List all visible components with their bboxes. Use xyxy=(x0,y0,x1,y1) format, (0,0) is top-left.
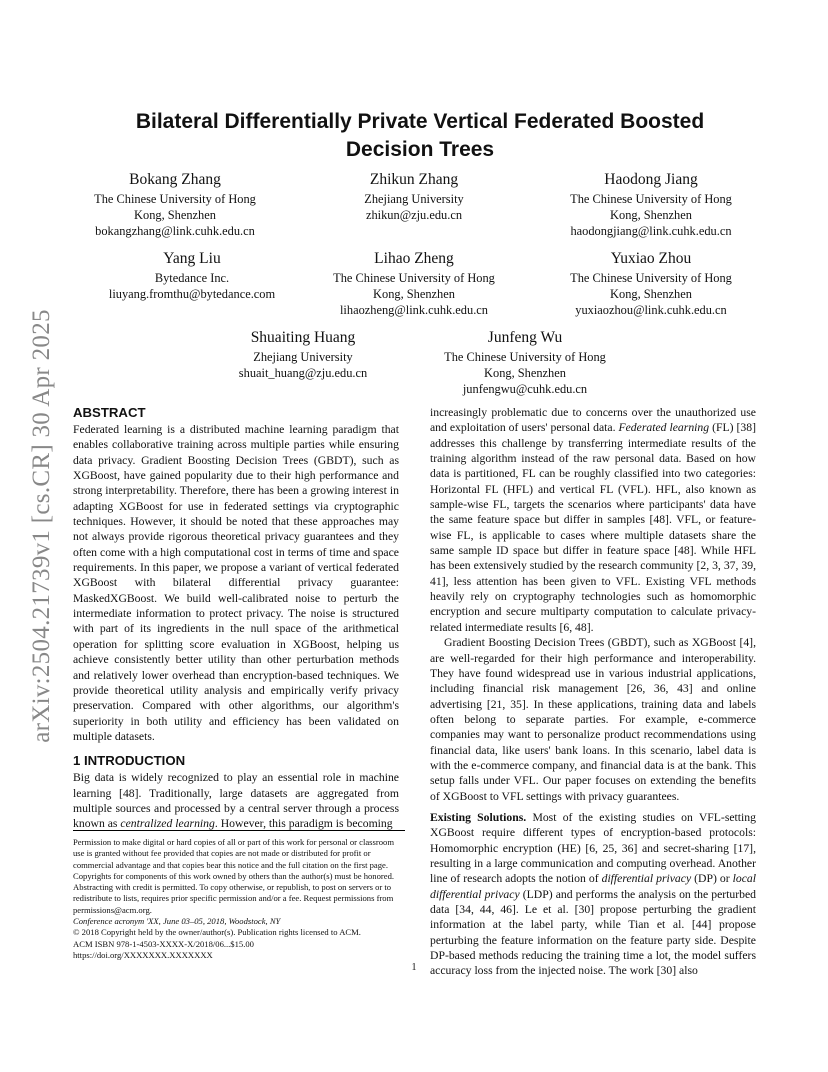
author-affiliation: The Chinese University of Hong xyxy=(94,192,256,206)
introduction-heading: 1 INTRODUCTION xyxy=(73,753,186,769)
author-email: lihaozheng@link.cuhk.edu.cn xyxy=(339,303,488,317)
author-name: Shuaiting Huang xyxy=(250,329,356,346)
author-email: zhikun@zju.edu.cn xyxy=(365,208,463,222)
author-block xyxy=(299,249,529,318)
left-column xyxy=(73,404,399,832)
permission-footnote xyxy=(73,830,405,961)
author-affiliation: Kong, Shenzhen xyxy=(610,287,692,301)
author-name: Yang Liu xyxy=(163,250,221,267)
abstract-text: Federated learning is a distributed machine learning paradigm that enables collaborative training across multiple parties while ensuring data privacy. Gradient Boosting Decision Trees (GBDT), such as XGBoost, have gained popularity due to their high performance and strong interpretability. Therefore, there has been a growing interest in adapting XGBoost for use in federated settings via cryptographic techniques. However, it should be noted that these approaches may not always provide rigorous theoretical privacy guarantees and they often come with a high computational cost in terms of time and space requirements. In this paper, we propose a variant of vertical federated XGBoost with bilateral differential privacy guarantee: MaskedXGBoost. We build well-calibrated noise to perturb the intermediate information to protect privacy. The noise is structured with part of its ingredients in the null space of the arithmetical operation for splitting score evaluation in XGBoost, helping us achieve consistently better utility than other perturbation methods and relatively lower overhead than encryption-based techniques. We provide theoretical utility analysis and empirically verify privacy preservation. Compared with other algorithms, our algorithm's superiority in both utility and efficiency has been validated on multiple datasets. xyxy=(73,423,399,743)
author-affiliation: The Chinese University of Hong xyxy=(444,350,606,364)
author-block xyxy=(60,170,290,239)
author-affiliation: Zhejiang University xyxy=(253,350,353,364)
intro-paragraph: Big data is widely recognized to play an essential role in machine learning [48]. Traditionally, large datasets are aggregated from multiple sources and processed by a central server through a process known as centralized learning. However, this paradigm is becoming xyxy=(73,771,399,831)
body-paragraph: increasingly problematic due to concerns over the unauthorized use and exploitation of users' personal data. Federated learning (FL) [38] addresses this challenge by transferring intermediate results of the training algorithm instead of the raw personal data. Based on how data is partitioned, FL can be roughly classified into two categories: Horizontal FL (HFL) and vertical FL (VFL). HFL, also known as sample-wise FL, targets the scenarios where participants' data have the same feature space but differ in samples [48]. VFL, or feature-wise FL, is applicable to cases where multiple datasets share the same sample ID space but differ in feature space [48]. While HFL has been extensively studied by the research community [2, 3, 37, 39, 41], less attention has been given to VFL. Existing VFL methods heavily rely on cryptography technologies such as homomorphic encryption and secure multiparty computation to calculate privacy-related intermediate results [6, 48]. xyxy=(430,406,756,634)
permission-notice: Permission to make digital or hard copies of all or part of this work for personal or classroom use is granted without fee provided that copies are not made or distributed for profit or commercial advantage and that copies bear this notice and the full citation on the first page. Copyrights for components of this work owned by others than the author(s) must be honored. Abstracting with credit is permitted. To copy otherwise, or republish, to post on servers or to redistribute to lists, requires prior specific permission and/or a fee. Request permissions from permissions@acm.org. xyxy=(73,837,395,915)
author-affiliation: Zhejiang University xyxy=(364,192,464,206)
author-affiliation: Kong, Shenzhen xyxy=(610,208,692,222)
author-block xyxy=(536,249,766,318)
author-affiliation: Kong, Shenzhen xyxy=(134,208,216,222)
author-name: Haodong Jiang xyxy=(604,171,698,188)
author-email: haodongjiang@link.cuhk.edu.cn xyxy=(570,224,732,238)
author-name: Junfeng Wu xyxy=(487,329,563,346)
author-name: Lihao Zheng xyxy=(374,250,454,267)
arxiv-identifier: arXiv:2504.21739v1 [cs.CR] 30 Apr 2025 xyxy=(28,309,55,743)
author-affiliation: The Chinese University of Hong xyxy=(570,271,732,285)
author-email: yuxiaozhou@link.cuhk.edu.cn xyxy=(575,303,727,317)
arxiv-sidebar xyxy=(22,286,62,766)
abstract-heading: ABSTRACT xyxy=(73,405,146,420)
author-affiliation: The Chinese University of Hong xyxy=(333,271,495,285)
author-email: bokangzhang@link.cuhk.edu.cn xyxy=(95,224,255,238)
author-block xyxy=(77,249,307,302)
body-paragraph: Existing Solutions. Most of the existing studies on VFL-setting XGBoost require different types of encryption-based protocols: Homomorphic encryption (HE) [6, 25, 36] and secret-sharing [17], resulting in a large communication and computing overhead. Another line of research adopts the notion of differential privacy (DP) or local differential privacy (LDP) and performs the analysis on the perturbed data [34, 44, 46]. Le et al. [30] propose perturbing the gradient information at the label party, while Tian et al. [44] propose perturbing the feature information on the feature party side. Despite DP-based methods reducing the training time a lot, the model suffers accuracy loss from the injected noise. The work [30] also xyxy=(430,810,757,978)
body-paragraph: Gradient Boosting Decision Trees (GBDT), such as XGBoost [4], are well-regarded for their high performance and interoperability. They have found widespread use in various industrial applications, including financial risk management [26, 36, 43] and online advertising [21, 35]. In these applications, training data and labels often belong to separate parties. For example, e-commerce companies may want to personalize product recommendations using financial data, like users' bank loans. In this scenario, label data is with the e-commerce company, and financial data is at the bank. This setup falls under VFL. Our paper focuses on extending the benefits of XGBoost to VFL settings with privacy guarantees. xyxy=(430,636,756,803)
author-affiliation: Bytedance Inc. xyxy=(154,271,230,285)
author-affiliation: The Chinese University of Hong xyxy=(570,192,732,206)
doi-link[interactable]: https://doi.org/XXXXXXX.XXXXXXX xyxy=(73,949,213,960)
author-block xyxy=(536,170,766,239)
isbn: ACM ISBN 978-1-4503-XXXX-X/2018/06...$15.00 xyxy=(73,938,254,949)
author-name: Bokang Zhang xyxy=(129,171,221,188)
author-block xyxy=(299,170,529,223)
author-affiliation: Kong, Shenzhen xyxy=(373,287,455,301)
right-column xyxy=(430,405,756,979)
conference-info: Conference acronym 'XX, June 03–05, 2018, Woodstock, NY xyxy=(73,916,281,927)
author-block xyxy=(410,328,640,397)
author-email: junfengwu@cuhk.edu.cn xyxy=(462,382,588,396)
paper-title: Bilateral Differentially Private Vertical Federated Boosted Decision Trees xyxy=(135,110,705,161)
author-email: shuait_huang@zju.edu.cn xyxy=(238,366,368,380)
author-name: Zhikun Zhang xyxy=(369,171,459,188)
author-affiliation: Kong, Shenzhen xyxy=(484,366,566,380)
author-email: liuyang.fromthu@bytedance.com xyxy=(108,287,276,301)
author-name: Yuxiao Zhou xyxy=(610,250,692,267)
author-block xyxy=(188,328,418,381)
copyright-notice: © 2018 Copyright held by the owner/author(s). Publication rights licensed to ACM. xyxy=(73,927,361,938)
page-number: 1 xyxy=(411,962,417,973)
